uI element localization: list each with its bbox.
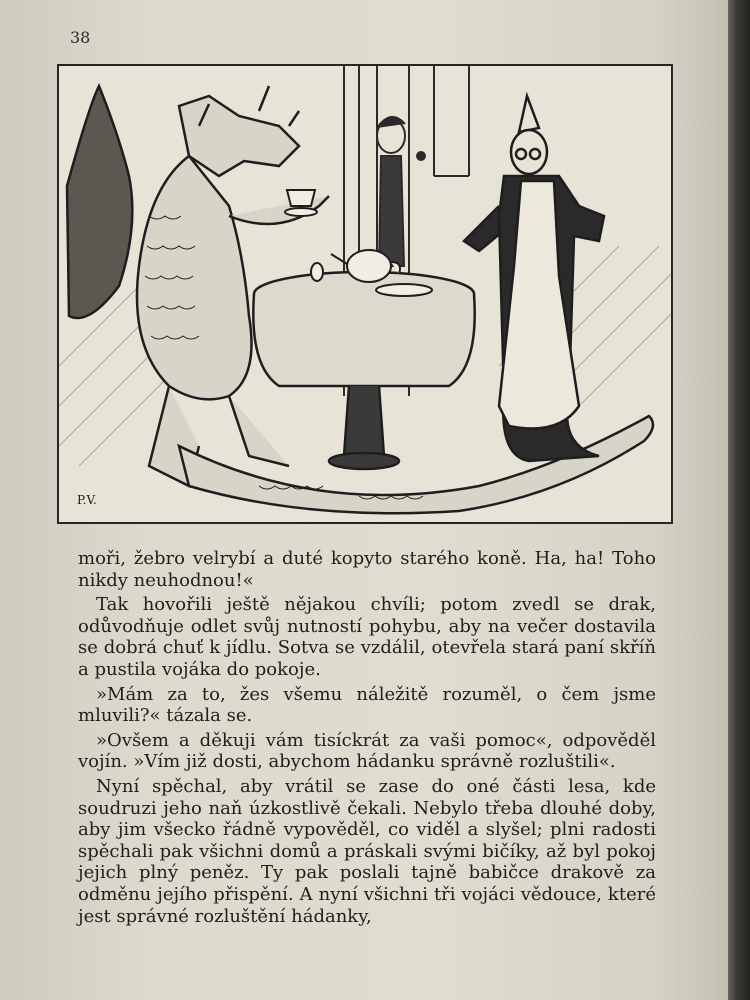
illustrator-monogram: P.V. [77, 493, 97, 507]
paragraph: »Mám za to, žes všemu náležitě rozuměl, o čem jsme mluvili?« tázala se. [78, 683, 656, 727]
page-number: 38 [70, 28, 91, 47]
paragraph: Nyní spěchal, aby vrátil se zase do oné části lesa, kde soudruzi jeho naň úzkostlivě čekali. Nebylo třeba dlouhé doby, aby jim všecko řádně vypověděl, co viděl a slyšel; plni radosti spěchali pak všichni domů a práskali svými bičíky, až byl pokoj jejich plný peněz. Ty pak poslali tajně babičce drakově za odměnu jejího přispění. A nyní všichni tři vojáci vědouce, které jest správné rozluštění hádanky, [78, 775, 656, 927]
paragraph: »Ovšem a děkuji vám tisíckrát za vaši pomoc«, odpověděl vojín. »Vím již dosti, abychom hádanku správně rozluštili«. [78, 729, 656, 773]
paragraph: Tak hovořili ještě nějakou chvíli; potom zvedl se drak, odůvodňuje odlet svůj nutností pohybu, aby na večer dostavila se dobrá chuť k jídlu. Sotva se vzdálil, otevřela stará paní skříň a pustila vojáka do pokoje. [78, 594, 656, 680]
illustration-dragon-tea [57, 64, 673, 524]
illustration-drawing [59, 66, 671, 522]
body-text [78, 548, 656, 930]
book-edge [728, 0, 750, 1000]
paragraph: moři, žebro velrybí a duté kopyto starého koně. Ha, ha! Toho nikdy neuhodnou!« [78, 548, 656, 591]
